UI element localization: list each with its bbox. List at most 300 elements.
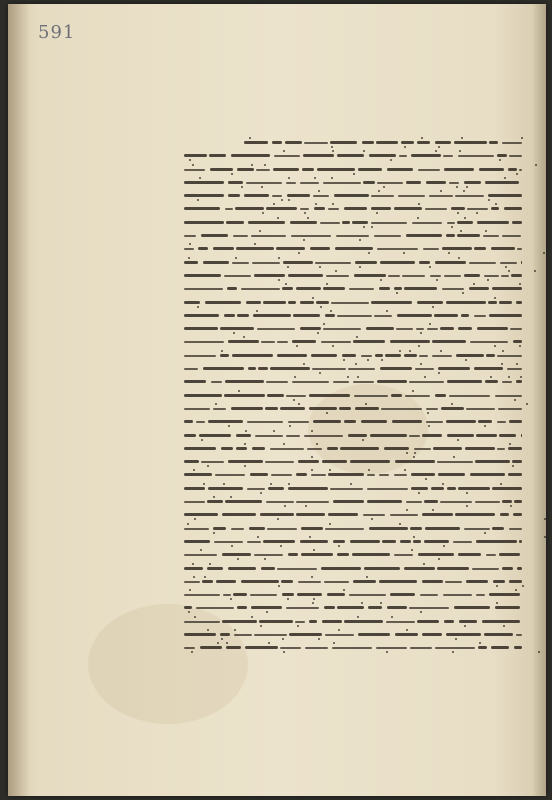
handwriting-stroke — [474, 247, 486, 250]
handwriting-stroke — [495, 606, 520, 609]
handwriting-stroke — [184, 301, 200, 304]
handwriting-stroke — [504, 207, 522, 210]
diacritic-dot — [418, 203, 420, 205]
diacritic-dot — [288, 199, 290, 201]
handwriting-stroke — [323, 287, 345, 290]
handwriting-stroke — [335, 247, 373, 250]
handwriting-stroke — [260, 513, 294, 516]
handwriting-stroke — [469, 262, 496, 264]
handwriting-stroke — [485, 380, 498, 383]
handwriting-stroke — [500, 262, 517, 264]
handwriting-stroke — [220, 633, 230, 636]
handwriting-stroke — [223, 594, 231, 596]
handwriting-stroke — [367, 474, 375, 476]
diacritic-dot — [371, 518, 373, 520]
diacritic-dot — [288, 177, 290, 179]
handwriting-stroke — [222, 553, 251, 556]
diacritic-dot — [283, 443, 285, 445]
handwriting-stroke — [497, 448, 505, 450]
handwriting-stroke — [241, 580, 279, 583]
diacritic-dot — [406, 452, 408, 454]
diacritic-dot — [347, 376, 349, 378]
handwriting-stroke — [423, 248, 439, 250]
handwriting-stroke — [492, 287, 522, 290]
diacritic-dot — [457, 212, 459, 214]
handwriting-stroke — [508, 447, 522, 450]
handwriting-stroke — [237, 168, 254, 171]
handwriting-stroke — [266, 381, 288, 383]
handwriting-stroke — [502, 142, 522, 144]
manuscript-line — [184, 429, 522, 442]
handwriting-stroke — [394, 474, 407, 476]
handwriting-stroke — [207, 567, 223, 570]
diacritic-dot — [221, 350, 223, 352]
handwriting-stroke — [184, 513, 218, 516]
handwriting-stroke — [455, 513, 495, 516]
handwriting-stroke — [246, 182, 282, 184]
handwriting-stroke — [516, 380, 522, 383]
handwriting-stroke — [349, 594, 386, 596]
handwriting-stroke — [184, 194, 224, 197]
handwriting-stroke — [184, 380, 206, 383]
handwriting-stroke — [208, 487, 243, 490]
handwriting-stroke — [470, 341, 508, 343]
diacritic-dot — [421, 137, 423, 139]
handwriting-stroke — [442, 247, 472, 250]
handwriting-stroke — [391, 394, 402, 397]
handwriting-stroke — [253, 314, 291, 317]
handwriting-stroke — [184, 647, 195, 649]
handwriting-stroke — [446, 633, 481, 636]
handwriting-stroke — [252, 447, 265, 450]
handwriting-stroke — [184, 621, 220, 623]
diacritic-dot — [207, 465, 209, 467]
handwriting-stroke — [244, 194, 269, 197]
handwriting-stroke — [426, 421, 443, 423]
diacritic-dot — [473, 283, 475, 285]
diacritic-dot — [268, 642, 270, 644]
handwriting-stroke — [246, 301, 261, 304]
handwriting-stroke — [367, 500, 402, 503]
handwriting-stroke — [410, 647, 432, 649]
diacritic-dot — [404, 469, 406, 471]
handwriting-stroke — [322, 460, 347, 463]
diacritic-dot — [273, 203, 275, 205]
diacritic-dot — [282, 638, 284, 640]
handwriting-stroke — [224, 394, 265, 397]
handwriting-stroke — [352, 553, 390, 556]
handwriting-stroke — [446, 420, 476, 423]
handwriting-stroke — [379, 580, 417, 583]
handwriting-stroke — [237, 314, 249, 317]
handwriting-stroke — [198, 247, 208, 250]
handwriting-stroke — [411, 154, 441, 157]
handwriting-stroke — [482, 620, 520, 623]
handwriting-stroke — [324, 581, 349, 583]
diacritic-dot — [312, 602, 314, 604]
diacritic-dot — [249, 137, 251, 139]
handwriting-stroke — [377, 182, 403, 184]
diacritic-dot — [438, 372, 440, 374]
handwriting-stroke — [196, 607, 234, 609]
handwriting-stroke — [384, 447, 409, 450]
handwriting-stroke — [502, 381, 512, 383]
diacritic-dot — [273, 430, 275, 432]
diacritic-dot — [381, 359, 383, 361]
handwriting-stroke — [298, 460, 319, 463]
handwriting-stroke — [404, 287, 437, 290]
diacritic-dot — [460, 230, 462, 232]
handwriting-stroke — [394, 287, 402, 290]
handwriting-stroke — [415, 368, 434, 370]
handwriting-stroke — [236, 247, 274, 250]
handwriting-stroke — [304, 142, 328, 144]
diacritic-dot — [520, 376, 522, 378]
handwriting-stroke — [455, 195, 484, 197]
diacritic-dot — [479, 642, 481, 644]
handwriting-stroke — [251, 606, 282, 609]
handwriting-stroke — [364, 567, 400, 570]
handwriting-stroke — [519, 540, 522, 543]
diacritic-dot — [260, 492, 262, 494]
handwriting-stroke — [444, 168, 474, 171]
handwriting-stroke — [517, 567, 522, 570]
handwriting-stroke — [247, 488, 265, 490]
diacritic-dot — [490, 376, 492, 378]
handwriting-stroke — [184, 288, 223, 290]
manuscript-line — [184, 322, 522, 335]
handwriting-stroke — [289, 633, 322, 636]
diacritic-dot — [442, 483, 444, 485]
handwriting-stroke — [196, 421, 205, 423]
handwriting-stroke — [489, 141, 498, 144]
diacritic-dot — [463, 190, 465, 192]
handwriting-stroke — [406, 501, 422, 503]
diacritic-dot — [257, 536, 259, 538]
handwriting-stroke — [224, 314, 235, 317]
handwriting-stroke — [313, 420, 341, 423]
handwriting-stroke — [251, 235, 286, 237]
handwriting-stroke — [458, 487, 490, 490]
diacritic-dot — [277, 217, 279, 219]
diacritic-dot — [312, 297, 314, 299]
handwriting-stroke — [381, 408, 422, 410]
diacritic-dot — [316, 443, 318, 445]
handwriting-stroke — [322, 620, 342, 623]
manuscript-text-block — [184, 136, 522, 656]
diacritic-dot — [414, 452, 416, 454]
handwriting-stroke — [342, 221, 350, 224]
handwriting-stroke — [374, 235, 401, 237]
diacritic-dot — [223, 483, 225, 485]
diacritic-dot — [305, 505, 307, 507]
diacritic-dot — [353, 173, 355, 175]
handwriting-stroke — [425, 208, 447, 210]
diacritic-dot — [194, 518, 196, 520]
handwriting-stroke — [312, 368, 346, 370]
handwriting-stroke — [224, 275, 251, 277]
handwriting-stroke — [244, 141, 268, 144]
handwriting-stroke — [362, 141, 374, 144]
diacritic-dot — [363, 226, 365, 228]
handwriting-stroke — [458, 327, 472, 330]
diacritic-dot — [309, 536, 311, 538]
handwriting-stroke — [288, 274, 323, 277]
handwriting-stroke — [231, 528, 244, 530]
diacritic-dot — [505, 266, 507, 268]
handwriting-stroke — [228, 340, 259, 343]
handwriting-stroke — [516, 634, 522, 636]
diacritic-dot — [519, 283, 521, 285]
handwriting-stroke — [444, 275, 461, 277]
handwriting-stroke — [237, 606, 247, 609]
handwriting-stroke — [349, 288, 374, 290]
diacritic-dot — [303, 363, 305, 365]
handwriting-stroke — [257, 328, 295, 330]
handwriting-stroke — [254, 634, 287, 636]
handwriting-stroke — [514, 500, 522, 503]
diacritic-dot — [287, 598, 289, 600]
handwriting-stroke — [314, 207, 325, 210]
diacritic-dot — [281, 199, 283, 201]
handwriting-stroke — [225, 380, 264, 383]
diacritic-dot — [516, 363, 518, 365]
handwriting-stroke — [330, 488, 363, 490]
handwriting-stroke — [464, 528, 490, 530]
handwriting-stroke — [274, 155, 300, 157]
diacritic-dot — [254, 243, 256, 245]
handwriting-stroke — [256, 169, 270, 171]
handwriting-stroke — [517, 248, 522, 250]
handwriting-stroke — [277, 341, 288, 343]
diacritic-dot — [230, 598, 232, 600]
handwriting-stroke — [355, 407, 379, 410]
handwriting-stroke — [184, 314, 219, 317]
handwriting-stroke — [422, 513, 453, 516]
handwriting-stroke — [328, 473, 364, 476]
handwriting-stroke — [302, 168, 314, 171]
manuscript-line — [184, 615, 522, 628]
diacritic-dot — [436, 279, 438, 281]
handwriting-stroke — [291, 235, 331, 237]
manuscript-line — [184, 628, 522, 641]
diacritic-dot — [508, 270, 510, 272]
diacritic-dot — [237, 558, 239, 560]
handwriting-stroke — [296, 513, 325, 516]
diacritic-dot — [386, 310, 388, 312]
handwriting-stroke — [184, 528, 209, 530]
diacritic-dot — [494, 345, 496, 347]
diacritic-dot — [366, 576, 368, 578]
diacritic-dot — [504, 177, 506, 179]
handwriting-stroke — [396, 328, 413, 330]
handwriting-stroke — [325, 314, 335, 317]
handwriting-stroke — [268, 487, 284, 490]
handwriting-stroke — [510, 328, 522, 330]
handwriting-stroke — [395, 633, 418, 636]
handwriting-stroke — [516, 301, 522, 304]
diacritic-dot — [203, 483, 205, 485]
diacritic-dot — [420, 332, 422, 334]
handwriting-stroke — [199, 434, 231, 437]
diacritic-dot — [363, 150, 365, 152]
handwriting-stroke — [234, 634, 252, 636]
handwriting-stroke — [390, 340, 430, 343]
handwriting-stroke — [350, 540, 380, 543]
diacritic-dot — [386, 651, 388, 653]
handwriting-stroke — [509, 420, 522, 423]
handwriting-stroke — [435, 141, 451, 144]
handwriting-stroke — [446, 301, 486, 304]
handwriting-stroke — [266, 501, 294, 503]
handwriting-stroke — [333, 500, 364, 503]
handwriting-stroke — [184, 594, 220, 596]
handwriting-stroke — [497, 421, 506, 423]
handwriting-stroke — [222, 620, 257, 623]
manuscript-line — [184, 309, 522, 322]
handwriting-stroke — [247, 421, 283, 423]
handwriting-stroke — [297, 593, 322, 596]
handwriting-stroke — [454, 606, 490, 609]
handwriting-stroke — [419, 261, 430, 264]
handwriting-stroke — [320, 222, 340, 224]
handwriting-stroke — [184, 327, 218, 330]
handwriting-stroke — [266, 207, 297, 210]
diacritic-dot — [207, 629, 209, 631]
handwriting-stroke — [210, 168, 233, 171]
handwriting-stroke — [485, 181, 519, 184]
handwriting-stroke — [498, 408, 522, 410]
diacritic-dot — [244, 443, 246, 445]
handwriting-stroke — [220, 354, 229, 357]
handwriting-stroke — [497, 154, 507, 157]
handwriting-stroke — [300, 327, 321, 330]
diacritic-dot — [413, 536, 415, 538]
diacritic-dot — [500, 483, 502, 485]
handwriting-stroke — [519, 169, 522, 171]
diacritic-dot — [378, 190, 380, 192]
handwriting-stroke — [255, 435, 283, 437]
manuscript-line — [184, 442, 522, 455]
handwriting-stroke — [213, 408, 226, 410]
handwriting-stroke — [474, 367, 503, 370]
manuscript-line — [184, 641, 522, 654]
diacritic-dot — [343, 589, 345, 591]
diacritic-dot — [201, 439, 203, 441]
diacritic-dot — [502, 350, 504, 352]
handwriting-stroke — [376, 647, 407, 649]
handwriting-stroke — [249, 527, 265, 530]
handwriting-stroke — [371, 207, 391, 210]
manuscript-page — [8, 4, 546, 796]
diacritic-dot — [266, 611, 268, 613]
handwriting-stroke — [311, 474, 326, 476]
handwriting-stroke — [492, 527, 504, 530]
diacritic-dot — [213, 496, 215, 498]
handwriting-stroke — [371, 222, 407, 224]
manuscript-line — [184, 349, 522, 362]
diacritic-dot — [484, 425, 486, 427]
handwriting-stroke — [263, 540, 295, 543]
handwriting-stroke — [184, 355, 216, 357]
handwriting-stroke — [303, 154, 334, 157]
handwriting-stroke — [184, 487, 205, 490]
handwriting-stroke — [228, 567, 256, 570]
handwriting-stroke — [184, 235, 196, 237]
handwriting-stroke — [369, 154, 396, 157]
handwriting-stroke — [281, 580, 293, 583]
handwriting-stroke — [386, 621, 415, 623]
manuscript-line — [184, 362, 522, 375]
diacritic-dot — [323, 323, 325, 325]
diacritic-dot — [285, 283, 287, 285]
handwriting-stroke — [288, 553, 298, 556]
diacritic-dot — [278, 257, 280, 259]
handwriting-stroke — [399, 155, 407, 157]
handwriting-stroke — [426, 181, 446, 184]
diacritic-dot — [452, 651, 454, 653]
diacritic-dot — [313, 549, 315, 551]
handwriting-stroke — [447, 380, 482, 383]
diacritic-dot — [314, 177, 316, 179]
handwriting-stroke — [427, 328, 438, 330]
handwriting-stroke — [337, 553, 349, 556]
handwriting-stroke — [486, 354, 495, 357]
manuscript-line — [184, 455, 522, 468]
diacritic-dot — [456, 186, 458, 188]
handwriting-stroke — [466, 408, 495, 410]
diacritic-dot — [319, 266, 321, 268]
handwriting-stroke — [499, 553, 520, 556]
handwriting-stroke — [401, 141, 414, 144]
handwriting-stroke — [440, 501, 472, 503]
handwriting-stroke — [501, 275, 509, 277]
handwriting-stroke — [250, 473, 268, 476]
diacritic-dot — [466, 186, 468, 188]
handwriting-stroke — [369, 527, 408, 530]
diacritic-dot — [188, 611, 190, 613]
handwriting-stroke — [438, 473, 465, 476]
handwriting-stroke — [435, 261, 466, 264]
handwriting-stroke — [292, 381, 329, 383]
diacritic-dot — [332, 203, 334, 205]
handwriting-stroke — [432, 355, 452, 357]
diacritic-dot — [403, 252, 405, 254]
diacritic-dot — [420, 363, 422, 365]
diacritic-dot — [189, 243, 191, 245]
handwriting-stroke — [282, 287, 293, 290]
handwriting-stroke — [292, 340, 316, 343]
manuscript-line — [184, 242, 522, 255]
handwriting-stroke — [459, 620, 477, 623]
handwriting-stroke — [438, 367, 470, 370]
handwriting-stroke — [301, 553, 333, 556]
handwriting-stroke — [336, 235, 369, 237]
handwriting-stroke — [300, 182, 319, 184]
diacritic-dot — [221, 638, 223, 640]
diacritic-dot — [462, 292, 464, 294]
handwriting-stroke — [332, 647, 372, 649]
handwriting-stroke — [394, 207, 422, 210]
diacritic-dot — [233, 332, 235, 334]
handwriting-stroke — [435, 394, 446, 397]
diacritic-dot — [278, 585, 280, 587]
diacritic-dot — [423, 563, 425, 565]
handwriting-stroke — [184, 447, 216, 450]
handwriting-stroke — [324, 606, 335, 609]
handwriting-stroke — [363, 514, 385, 516]
manuscript-line — [184, 588, 522, 601]
